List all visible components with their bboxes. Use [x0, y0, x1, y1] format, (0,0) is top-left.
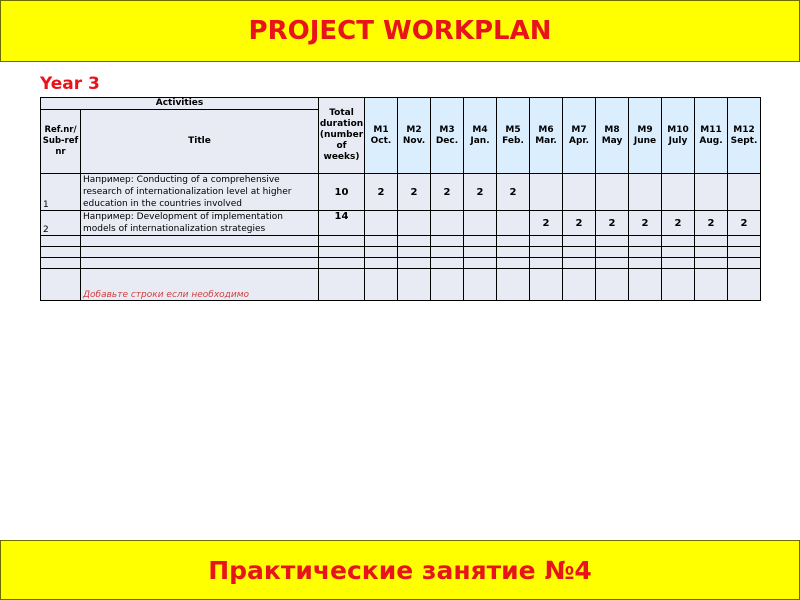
month-cell: 2 — [662, 211, 695, 236]
month-cell: 2 — [563, 211, 596, 236]
ref-header: Ref.nr/ Sub-ref nr — [41, 110, 81, 174]
title-cell: Например: Development of implementation models of internationalization strategies — [81, 211, 319, 236]
month-cell — [398, 211, 431, 236]
month-cell: 2 — [464, 174, 497, 211]
footer-banner — [0, 540, 800, 600]
activities-header: Activities — [41, 98, 319, 110]
title-cell: Например: Conducting of a comprehensive research of internationalization level at higher education in the countries involved — [81, 174, 319, 211]
month-header: M2 Nov. — [398, 98, 431, 174]
month-cell — [695, 174, 728, 211]
add-rows-row — [41, 269, 761, 301]
month-cell: 2 — [365, 174, 398, 211]
title-header: Title — [81, 110, 319, 174]
month-header: M8 May — [596, 98, 629, 174]
ref-cell: 1 — [41, 174, 81, 211]
empty-row — [41, 258, 761, 269]
empty-row — [41, 247, 761, 258]
month-cell — [563, 174, 596, 211]
empty-row — [41, 236, 761, 247]
month-header: M7 Apr. — [563, 98, 596, 174]
month-header: M6 Mar. — [530, 98, 563, 174]
month-header: M12 Sept. — [728, 98, 761, 174]
month-cell: 2 — [497, 174, 530, 211]
duration-cell: 14 — [319, 211, 365, 236]
month-header: M9 June — [629, 98, 662, 174]
month-header: M10 July — [662, 98, 695, 174]
month-header: M4 Jan. — [464, 98, 497, 174]
duration-cell: 10 — [319, 174, 365, 211]
month-cell: 2 — [431, 174, 464, 211]
duration-header: Total duration (number of weeks) — [319, 98, 365, 174]
month-cell: 2 — [398, 174, 431, 211]
month-cell — [497, 211, 530, 236]
month-cell: 2 — [629, 211, 662, 236]
table-row — [41, 174, 761, 211]
page-title-banner — [0, 0, 800, 62]
ref-cell: 2 — [41, 211, 81, 236]
month-header: M5 Feb. — [497, 98, 530, 174]
month-cell — [464, 211, 497, 236]
month-cell — [662, 174, 695, 211]
month-cell — [530, 174, 563, 211]
month-cell — [629, 174, 662, 211]
month-header: M3 Dec. — [431, 98, 464, 174]
add-rows-hint: Добавьте строки если необходимо — [81, 269, 319, 301]
month-cell — [728, 174, 761, 211]
month-header: M11 Aug. — [695, 98, 728, 174]
month-cell: 2 — [728, 211, 761, 236]
month-header: M1 Oct. — [365, 98, 398, 174]
month-cell — [365, 211, 398, 236]
year-label: Year 3 — [40, 74, 100, 94]
table-row — [41, 211, 761, 236]
month-cell — [596, 174, 629, 211]
footer-title: Практические занятие №4 — [208, 555, 592, 585]
page-title: PROJECT WORKPLAN — [248, 16, 552, 46]
month-cell — [431, 211, 464, 236]
month-cell: 2 — [530, 211, 563, 236]
workplan-table — [40, 97, 761, 301]
month-cell: 2 — [596, 211, 629, 236]
month-cell: 2 — [695, 211, 728, 236]
